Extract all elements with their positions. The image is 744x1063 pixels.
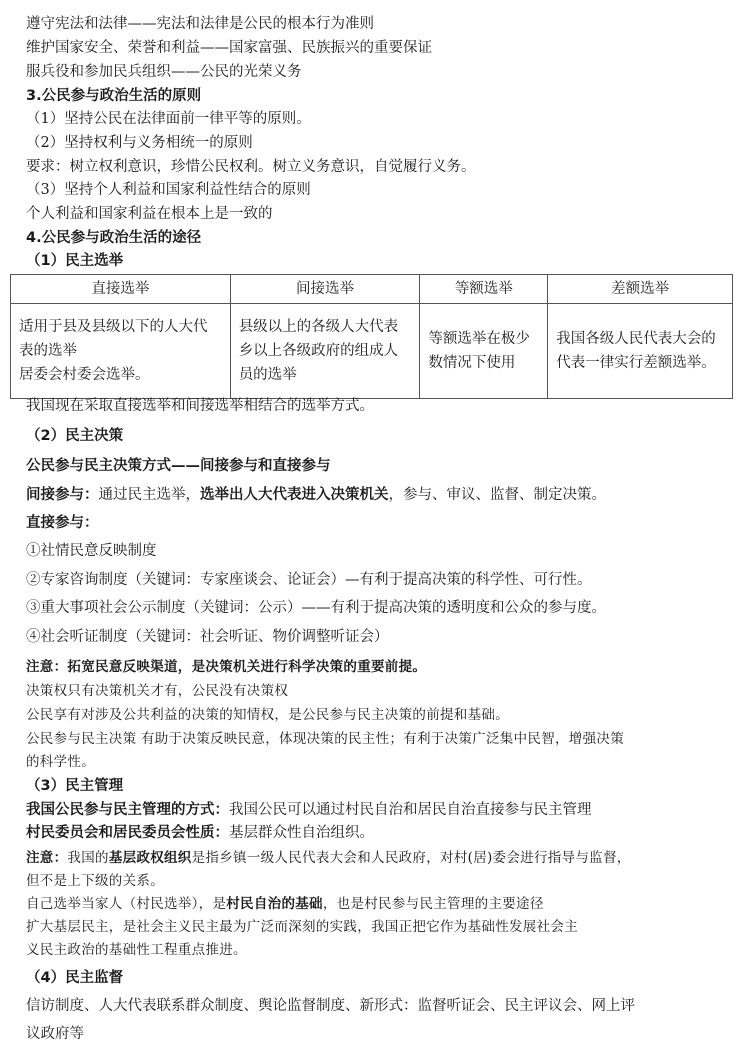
text-line	[26, 657, 426, 677]
text-line: 要求：树立权利意识，珍惜公民权利。树立义务意识，自觉履行义务。	[26, 159, 476, 175]
text: 基层群众性自治组织。	[229, 825, 374, 841]
table-cell: 县级以上的各级人大代表乡以上各级政府的组成人员的选举	[230, 304, 420, 399]
subsection-heading: （4）民主监督	[26, 970, 124, 986]
bold-text: 村民自治的基础	[226, 896, 323, 912]
text: ，也是村民参与民主管理的主要途径	[322, 896, 544, 912]
text-line: （3）坚持个人利益和国家利益性结合的原则	[26, 182, 311, 198]
text-line: 公民参与民主决策方式——间接参与和直接参与	[26, 457, 331, 474]
text-line: （1）坚持公民在法律面前一律平等的原则。	[26, 111, 311, 127]
subsection-heading: （1）民主选举	[26, 253, 124, 269]
text-line	[26, 848, 631, 868]
text: 自己选举当家人（村民选举），是	[26, 896, 227, 912]
text-line	[26, 894, 544, 914]
indirect-bold: 选举出人大代表进入决策机关	[200, 486, 389, 503]
text-line: 扩大基层民主，是社会主义民主最为广泛而深刻的实践，我国正把它作为基础性发展社会主	[26, 919, 578, 935]
election-table	[10, 274, 733, 399]
text-line: 信访制度、人大代表联系群众制度、舆论监督制度、新形式：监督听证会、民主评议会、网上评	[26, 998, 635, 1014]
text: 我国公民可以通过村民自治和居民自治直接参与民主管理	[229, 802, 592, 818]
section-heading: 3.公民参与政治生活的原则	[26, 88, 202, 104]
text-line: 的科学性。	[26, 754, 95, 770]
text-line: 公民参与民主决策 有助于决策反映民意，体现决策的民主性；有利于决策广泛集中民智，增强决策	[26, 731, 624, 747]
text-line: 议政府等	[26, 1026, 84, 1042]
subsection-heading: （2）民主决策	[26, 428, 124, 444]
note-text: 拓宽民意反映渠道，是决策机关进行科学决策的重要前提。	[67, 659, 427, 675]
note-text: 我国的	[67, 850, 109, 866]
table-cell: 适用于县及县级以下的人大代表的选举 居委会村委会选举。	[11, 304, 231, 399]
text-line: 决策权只有决策机关才有，公民没有决策权	[26, 683, 289, 699]
text-line	[26, 800, 592, 820]
note-label: 注意：	[26, 659, 68, 675]
note-bold: 基层政权组织	[108, 850, 192, 866]
indirect-label: 间接参与：	[26, 486, 99, 503]
label: 我国公民参与民主管理的方式：	[26, 801, 229, 818]
indirect-text: 通过民主选举，	[98, 487, 200, 503]
text-line	[26, 823, 374, 843]
text-line: 但不是上下级的关系。	[26, 873, 164, 889]
text-line: 个人利益和国家利益在根本上是一致的	[26, 206, 273, 222]
text-line: 直接参与：	[26, 514, 99, 531]
table-header: 差额选举	[548, 275, 733, 304]
note-label: 注意：	[26, 850, 68, 866]
text-line: ④社会听证制度（关键词：社会听证、物价调整听证会）	[26, 629, 389, 645]
indirect-text: ，参与、审议、监督、制定决策。	[388, 487, 606, 503]
text-line: 服兵役和参加民兵组织——公民的光荣义务	[26, 64, 302, 80]
text-line	[26, 485, 606, 505]
table-header: 间接选举	[230, 275, 420, 304]
table-row	[11, 304, 733, 399]
text-line: 公民享有对涉及公共利益的决策的知情权，是公民参与民主决策的前提和基础。	[26, 707, 509, 723]
table-header: 直接选举	[11, 275, 231, 304]
table-header-row	[11, 275, 733, 304]
text-line: ②专家咨询制度（关键词：专家座谈会、论证会）—有利于提高决策的科学性、可行性。	[26, 572, 592, 588]
text-line: 维护国家安全、荣誉和利益——国家富强、民族振兴的重要保证	[26, 40, 432, 56]
section-heading: 4.公民参与政治生活的途径	[26, 230, 202, 246]
label: 村民委员会和居民委员会性质：	[26, 824, 229, 841]
table-cell: 我国各级人民代表大会的代表一律实行差额选举。	[548, 304, 733, 399]
subsection-heading: （3）民主管理	[26, 778, 124, 794]
table-cell: 等额选举在极少数情况下使用	[420, 304, 548, 399]
table-header: 等额选举	[420, 275, 548, 304]
text-line: ③重大事项社会公示制度（关键词：公示）——有利于提高决策的透明度和公众的参与度。	[26, 600, 606, 616]
text-line: ①社情民意反映制度	[26, 543, 157, 559]
text-line: 我国现在采取直接选举和间接选举相结合的选举方式。	[26, 398, 374, 414]
note-text: 是指乡镇一级人民代表大会和人民政府，对村(居)委会进行指导与监督，	[191, 850, 631, 866]
text-line: （2）坚持权利与义务相统一的原则	[26, 135, 253, 151]
text-line: 义民主政治的基础性工程重点推进。	[26, 942, 247, 958]
text-line: 遵守宪法和法律——宪法和法律是公民的根本行为准则	[26, 16, 374, 32]
